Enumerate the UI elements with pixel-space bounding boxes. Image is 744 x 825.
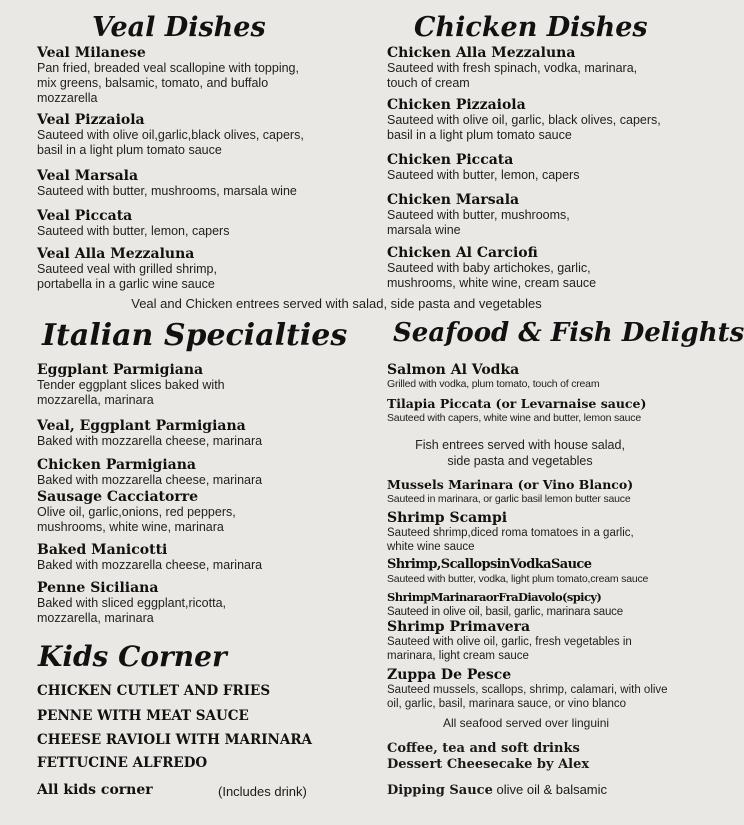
item-description: Sauteed shrimp,diced roma tomatoes in a garlic, white wine sauce: [387, 527, 634, 553]
item-description: Baked with mozzarella cheese, marinara: [37, 558, 263, 572]
menu-item: [37, 168, 327, 199]
item-description: Sauteed with butter, lemon, capers: [37, 224, 230, 238]
menu-item: [387, 589, 669, 619]
item-description: Baked with mozzarella cheese, marinara: [37, 473, 263, 487]
item-name: Veal Milanese: [37, 45, 146, 61]
menu-item: [387, 510, 657, 554]
item-description: Sauteed with olive oil, garlic, black olives, capers, basil in a light plum tomato sauce: [387, 113, 661, 142]
item-name: ShrimpMarinaraorFraDiavolo(spicy): [387, 590, 602, 604]
item-name: Chicken Al Carciofi: [387, 245, 538, 261]
item-name: Tilapia Piccata (or Levarnaise sauce): [387, 396, 647, 411]
item-description: Pan fried, breaded veal scallopine with topping, mix greens, balsamic, tomato, and buffalo mozzarella: [37, 61, 299, 105]
dipping-line: [387, 782, 607, 799]
menu-item: [387, 619, 657, 663]
entree-note: Veal and Chicken entrees served with salad, side pasta and vegetables: [131, 296, 542, 311]
item-name: Chicken Piccata: [387, 152, 514, 168]
item-name: Veal Pizzaiola: [37, 112, 145, 128]
item-description: Baked with sliced eggplant,ricotta, mozzarella, marinara: [37, 596, 226, 625]
menu-item: [37, 246, 257, 292]
fish-entree-note: Fish entrees served with house salad, side pasta and vegetables: [415, 438, 625, 468]
dessert-label: Dessert Cheesecake by Alex: [387, 757, 590, 772]
item-name: Chicken Parmigiana: [37, 457, 196, 473]
seafood-heading: Seafood & Fish Delights: [393, 318, 744, 348]
item-name: Veal Alla Mezzaluna: [37, 246, 195, 262]
item-name: Shrimp Scampi: [387, 510, 508, 526]
item-description: Sauteed veal with grilled shrimp, portabella in a garlic wine sauce: [37, 262, 217, 291]
menu-item: [37, 457, 327, 488]
coffee-line: [387, 740, 580, 757]
item-description: Sauteed with olive oil, garlic, fresh vegetables in marinara, light cream sauce: [387, 636, 632, 662]
dessert-line: [387, 756, 589, 773]
veal-dishes-heading: Veal Dishes: [92, 12, 266, 43]
kids-corner-heading: Kids Corner: [38, 640, 227, 673]
menu-item: [387, 192, 587, 238]
menu-item: [37, 45, 307, 106]
item-description: Sauteed with butter, vodka, light plum tomato,cream sauce: [387, 573, 649, 585]
menu-item: [37, 362, 247, 408]
item-description: Olive oil, garlic,onions, red peppers, mushrooms, white wine, marinara: [37, 505, 236, 534]
item-description: Tender eggplant slices baked with mozzarella, marinara: [37, 378, 225, 407]
item-name: Chicken Marsala: [387, 192, 520, 208]
item-description: Sauteed with olive oil,garlic,black olives, capers, basil in a light plum tomato sauce: [37, 128, 304, 157]
kids-drink-note: (Includes drink): [218, 784, 307, 799]
kids-item: PENNE WITH MEAT SAUCE: [37, 708, 249, 724]
item-name: Shrimp Primavera: [387, 619, 531, 635]
italian-specialties-heading: Italian Specialties: [42, 318, 348, 353]
kids-item: CHICKEN CUTLET AND FRIES: [37, 683, 271, 699]
dipping-description: olive oil & balsamic: [496, 782, 608, 797]
menu-item: [37, 208, 327, 239]
item-description: Sauteed with capers, white wine and butter, lemon sauce: [387, 412, 641, 424]
menu-item: [387, 97, 662, 143]
menu-item: [387, 477, 669, 506]
menu-item: [37, 489, 267, 535]
coffee-label: Coffee, tea and soft drinks: [387, 741, 580, 756]
item-name: Veal Piccata: [37, 208, 133, 224]
item-name: Shrimp,ScallopsinVodkaSauce: [387, 557, 592, 572]
kids-item: CHEESE RAVIOLI WITH MARINARA: [37, 732, 313, 748]
menu-item: [387, 152, 667, 183]
item-description: Grilled with vodka, plum tomato, touch of cream: [387, 378, 600, 390]
item-name: Baked Manicotti: [37, 542, 168, 558]
menu-item: [387, 245, 617, 291]
item-name: Veal Marsala: [37, 168, 139, 184]
item-name: Mussels Marinara (or Vino Blanco): [387, 477, 634, 492]
item-name: Zuppa De Pesce: [387, 667, 512, 683]
menu-item: [387, 45, 667, 91]
item-description: Sauteed in marinara, or garlic basil lemon butter sauce: [387, 493, 631, 505]
menu-item: [37, 542, 327, 573]
menu-item: [37, 580, 257, 626]
item-name: Chicken Pizzaiola: [387, 97, 526, 113]
item-description: Sauteed with baby artichokes, garlic, mushrooms, white wine, cream sauce: [387, 261, 597, 290]
menu-item: [387, 557, 669, 586]
kids-all-corner: All kids corner: [37, 782, 153, 798]
item-description: Sauteed in olive oil, basil, garlic, marinara sauce: [387, 606, 623, 618]
item-description: Sauteed with butter, mushrooms, marsala wine: [387, 208, 570, 237]
menu-item: [387, 396, 669, 425]
item-description: Baked with mozzarella cheese, marinara: [37, 434, 263, 448]
seafood-note: All seafood served over linguini: [442, 716, 610, 730]
item-description: Sauteed with fresh spinach, vodka, marinara, touch of cream: [387, 61, 638, 90]
menu-item: [37, 112, 307, 158]
kids-item: FETTUCINE ALFREDO: [37, 755, 208, 771]
menu-item: [387, 362, 667, 391]
item-description: Sauteed with butter, lemon, capers: [387, 168, 580, 182]
item-name: Chicken Alla Mezzaluna: [387, 45, 576, 61]
item-name: Penne Siciliana: [37, 580, 159, 596]
menu-item: [37, 418, 327, 449]
item-name: Veal, Eggplant Parmigiana: [37, 418, 246, 434]
item-name: Salmon Al Vodka: [387, 362, 520, 378]
item-name: Eggplant Parmigiana: [37, 362, 204, 378]
dipping-label: Dipping Sauce: [387, 783, 493, 798]
chicken-dishes-heading: Chicken Dishes: [414, 12, 648, 43]
menu-item: [387, 667, 672, 711]
item-description: Sauteed with butter, mushrooms, marsala wine: [37, 184, 297, 198]
item-name: Sausage Cacciatorre: [37, 489, 198, 505]
item-description: Sauteed mussels, scallops, shrimp, calamari, with olive oil, garlic, basil, marinara sauce, or vino blanco: [387, 684, 668, 710]
